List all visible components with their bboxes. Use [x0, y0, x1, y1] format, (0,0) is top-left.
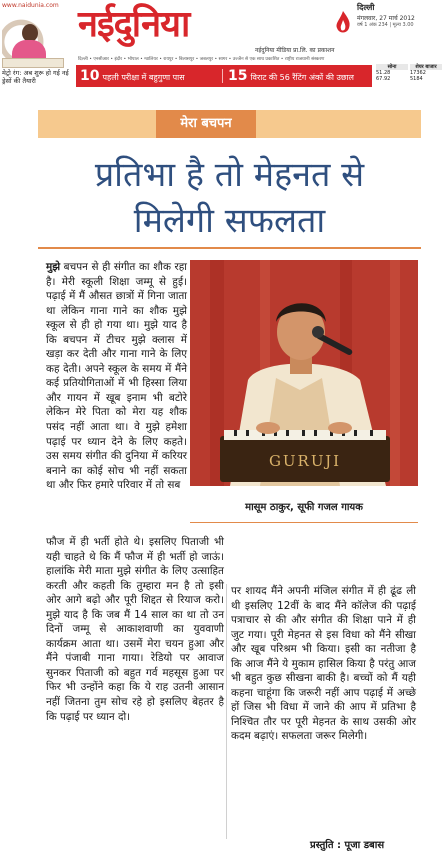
- article-column-1: [46, 260, 187, 493]
- harmonium-label: GURUJI: [268, 452, 342, 470]
- article-column-2: पर शायद मैंने अपनी मंजिल संगीत में ही ढूंढ ली थी इसलिए 12वीं के बाद मैंने कॉलेज की पढ़ाई पत्राचार से की और संगीत की शिक्षा पाने में ही जुट गया। पूरी मेहनत से इस विधा को मैंने सीखा और खूब परिश्रम भी किया। इसी का नतीजा है कि आज मैंने ये मुकाम हासिल किया है परंतु आज भी बहुत कुछ सीखना बाकी है। बच्चों को मैं यही कहना चाहूंगा कि जरूरी नहीं आप पढ़ाई में अच्छे हों जिस भी विधा में जाने की आप में प्रतिभा है निश्चित तौर पर पूरी मेहनत के साथ उसकी ओर कदम बढ़ाएं। सफलता जरूर मिलेगी।: [231, 585, 416, 743]
- photo-caption: मासूम ठाकुर, सूफी गजल गायक: [190, 496, 418, 520]
- headline-teaser[interactable]: [80, 65, 185, 87]
- article-photo-block: [190, 260, 418, 530]
- section-label: मेरा बचपन: [156, 110, 256, 138]
- teaser-page-number: 15: [228, 68, 248, 84]
- headline-line-2: मिलेगी सफलता: [133, 201, 326, 241]
- column-1-text: बचपन से ही संगीत का शौक रहा है। मेरी स्कूली शिक्षा जम्मू से हुई। पढ़ाई में मैं औसत छात्रों में गिना जाता था लेकिन गाना गाने का शौक मुझे स्कूल से ही हो गया था। मुझे याद है कि बचपन में टीचर मुझे क्लास में खड़ा कर देती और गाना गाने के लिए कह देती। अपने स्कूल के समय में मैंने कई प्रतियोगिताओं में भी हिस्सा लिया और गायन में खूब इनाम भी बटोरे लेकिन मेरे पिता को मेरा यह शौक पसंद नहीं आता था। वे मुझे हमेशा पढ़ाई पर ध्यान देने के लिए कहते। उस समय संगीत की दुनिया में करियर बनाने का कोई सोच भी नहीं सकता था और फिर हमारे परिवार में तो सब: [46, 261, 187, 492]
- newspaper-logo: नईदुनिया: [78, 4, 190, 45]
- market-label: शेयर बाजार: [410, 64, 442, 70]
- market-value: 17362: [410, 70, 426, 76]
- headline-rule: [38, 247, 421, 249]
- market-box: [376, 64, 442, 90]
- promo-text: मेट्रो रंग: अब शुरू हो गई नई ड्रेसों की तैयारी: [2, 69, 69, 85]
- market-gold: [376, 64, 408, 82]
- headline-strip: [76, 65, 372, 87]
- column-divider: [226, 584, 227, 839]
- teaser-text: विराट की 56 रैंटिंग अंकों की उछाल: [250, 73, 354, 82]
- edition-meta: वर्ष 1 अंक 234 | मूल्य 3.00: [357, 22, 414, 28]
- newspaper-masthead: [0, 0, 443, 92]
- teaser-divider: [222, 69, 223, 83]
- publisher-tagline: नईदुनिया मीडिया प्रा.लि. का प्रकाशन: [255, 47, 335, 54]
- edition-city: दिल्ली: [357, 3, 375, 12]
- teaser-text: पहली परीक्षा में बहुगुणा पास: [102, 73, 185, 82]
- site-url: www.naidunia.com: [2, 2, 59, 9]
- edition-credits: दिल्ली • एनसीआर • इंदौर • भोपाल • ग्वालियर • रायपुर • बिलासपुर • जबलपुर • सागर • उज्जैन से एक साथ प्रकाशित • राष्ट्रीय राजधानी संस्करण: [78, 57, 325, 62]
- article-byline: प्रस्तुति : पूजा डबास: [310, 840, 385, 851]
- promo-photo-book: [2, 58, 64, 68]
- market-sensex: [410, 64, 442, 82]
- market-change: 67.92: [376, 76, 391, 82]
- singer-photo-illustration: [190, 260, 418, 486]
- edition-date: मंगलवार, 27 मार्च 2012: [357, 15, 415, 22]
- section-banner: [38, 110, 421, 138]
- lead-word: मुझे: [46, 261, 61, 273]
- teaser-page-number: 10: [80, 68, 100, 84]
- market-change: 5184: [410, 76, 423, 82]
- market-label: सोना: [376, 64, 408, 70]
- headline-line-1: प्रतिभा है तो मेहनत से: [94, 155, 365, 195]
- edition-info: [357, 2, 441, 62]
- promo-photo: [2, 10, 66, 68]
- headline-teaser[interactable]: [228, 65, 354, 87]
- logo-flame-icon: [334, 10, 352, 36]
- article-column-1-continued: फौज में ही भर्ती होते थे। इसलिए पिताजी भी यही चाहते थे कि मैं फौज में ही भर्ती हो जाऊं। हालांकि मेरी माता मुझे संगीत के लिए उत्साहित करती और कहती कि तुम्हारा मन है तो इसी ओर आगे बढ़ो और पूरी शिद्दत से रियाज करो। मुझे याद है कि जब मैं 14 साल का था तो उन दिनों जम्मू से आकाशवाणी का युववाणी कार्यक्रम आता था। उसमें मेरा चयन हुआ और मैंने पंजाबी गाना गाया। रेडियो पर आवाज सुनकर पिताजी को बहुत गर्व महसूस हुआ पर फिर भी उन्होंने कहा कि ये राह उतनी आसान नहीं जितना तुम सोच रहे हो इसलिए बेहतर है कि पढ़ाई पर ध्यान दो।: [46, 536, 224, 723]
- article-headline: [38, 152, 421, 244]
- singer-photo: [190, 260, 418, 486]
- article: [38, 110, 421, 854]
- market-value: 51.28: [376, 70, 391, 76]
- caption-rule: [190, 522, 418, 523]
